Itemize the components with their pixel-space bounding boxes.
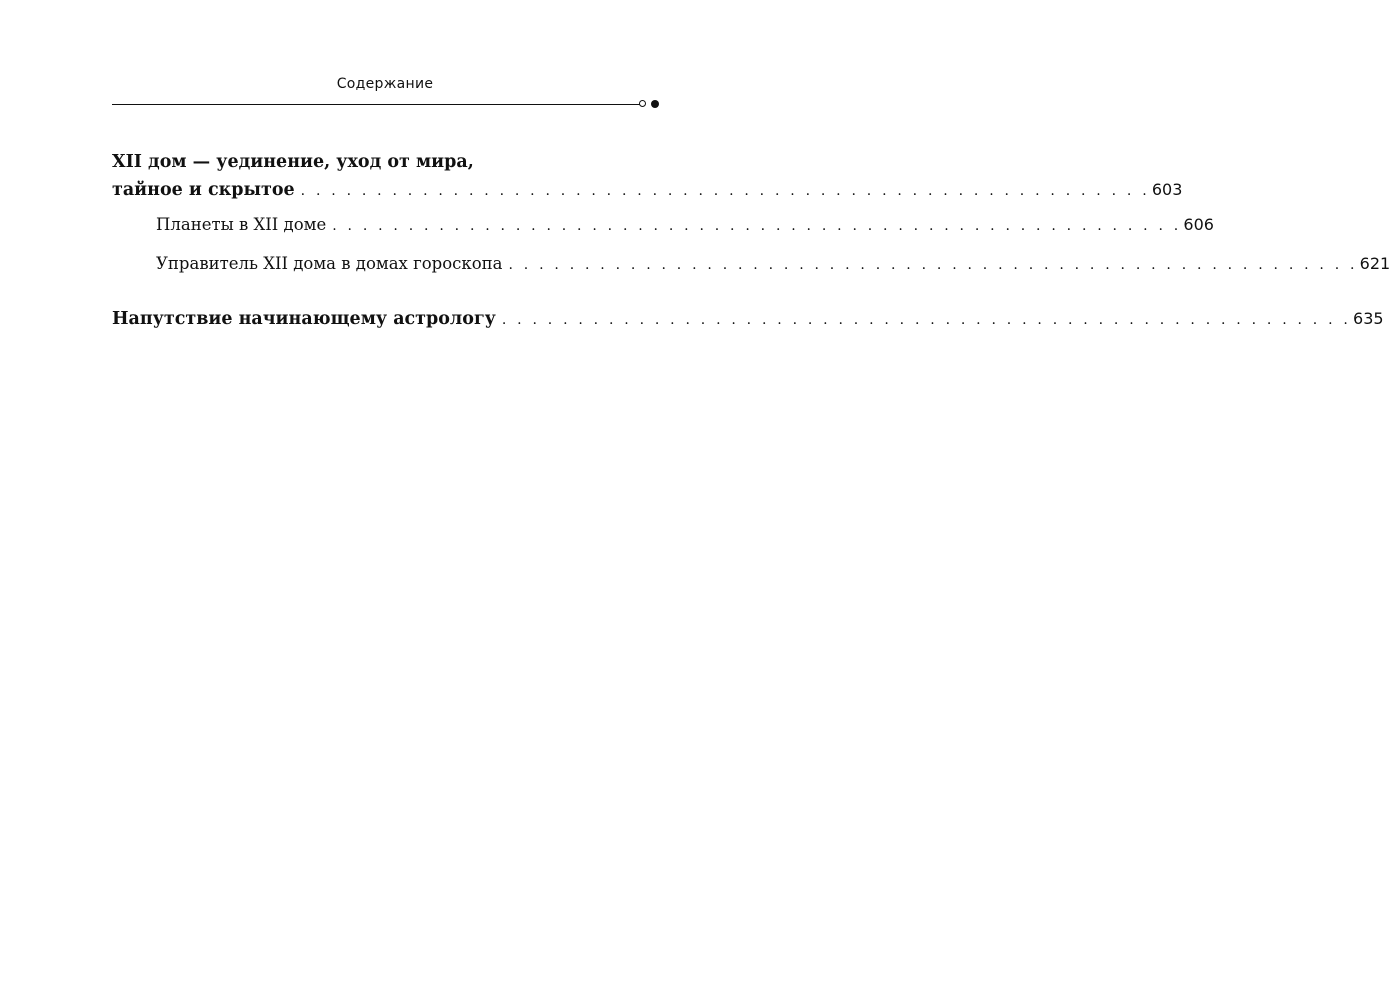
toc-entry-house-12[interactable] [112,149,1183,205]
toc-leader-dots: . . . . . . . . . . . . . . . . . . . . . . . . . . . . . . . . . . . . . . . . . . . . . . . . . . . . . . . . [508,257,1358,273]
toc-page-number: 635 [1353,309,1384,328]
toc-entry-parting-words[interactable] [112,305,1384,334]
toc-entry-ruler-house-12[interactable] [112,252,1390,277]
toc-leader-dots: . . . . . . . . . . . . . . . . . . . . . . . . . . . . . . . . . . . . . . . . . . . . . . . . . . . . . . . . [300,183,1150,199]
toc-entry-title-line2: тайное и скрытое [112,180,295,200]
toc-leader-dots: . . . . . . . . . . . . . . . . . . . . . . . . . . . . . . . . . . . . . . . . . . . . . . . . . . . . . . . . [501,312,1352,328]
rule-ornament-open-circle [639,100,646,107]
toc-page-number: 621 [1359,254,1390,273]
toc-page-number: 606 [1183,215,1214,234]
running-head: Содержание [336,76,434,92]
toc-entry-title: Напутствие начинающему астрологу [112,309,496,329]
toc-entry-title-line1: XII дом — уединение, уход от мира, [112,152,474,172]
toc-entry-title: Управитель XII дома в домах гороскопа [156,254,503,273]
toc-page-number: 603 [1151,180,1183,199]
toc-entry-planets-house-12[interactable] [112,213,1214,238]
rule-ornament-filled-circle [651,100,659,108]
toc-entry-title: Планеты в XII доме [156,215,327,234]
header-rule [112,104,640,105]
toc-leader-dots: . . . . . . . . . . . . . . . . . . . . . . . . . . . . . . . . . . . . . . . . . . . . . . . . . . . . . . . . [332,218,1182,234]
